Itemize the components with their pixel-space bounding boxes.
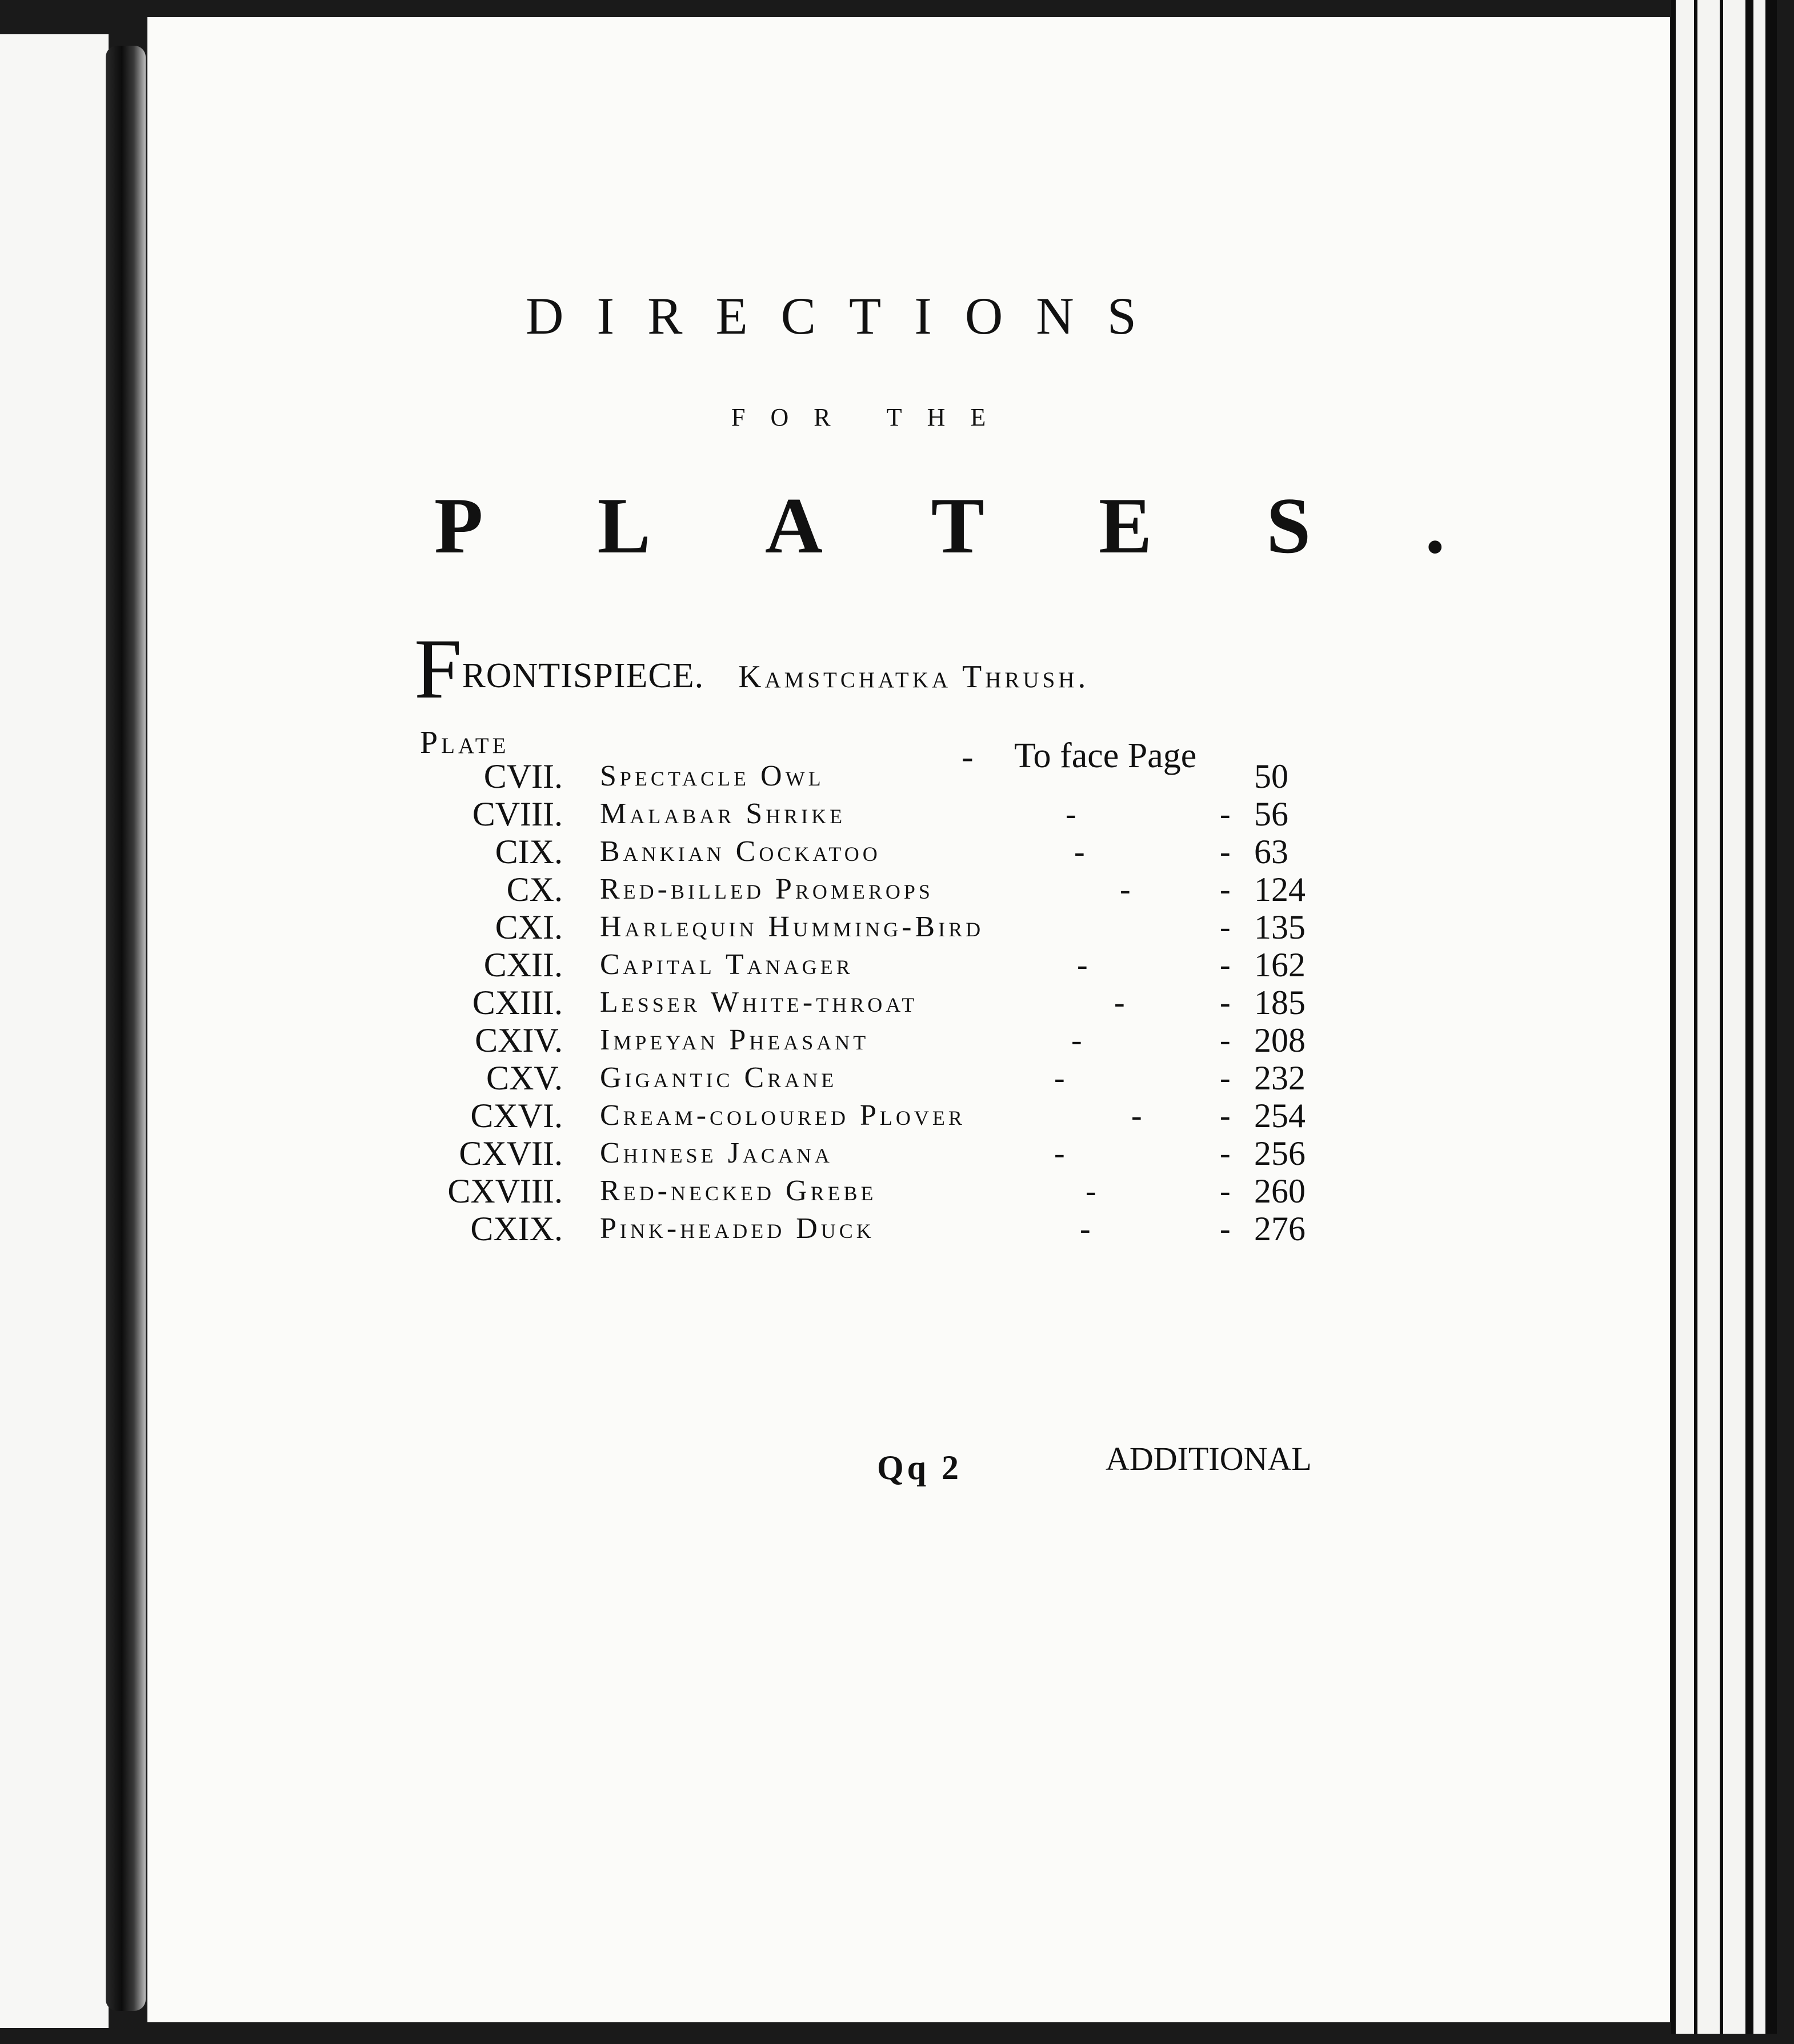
page-number: 256 <box>1254 1135 1306 1172</box>
page-number: 276 <box>1254 1210 1306 1248</box>
plate-subject: Bankian Cockatoo <box>600 835 881 868</box>
plate-numeral: CVII. <box>483 758 563 795</box>
plate-numeral: CVIII. <box>472 795 563 833</box>
plate-subject: Spectacle Owl <box>600 760 824 792</box>
leader-dash: - <box>1220 985 1231 1020</box>
page-number: 56 <box>1254 795 1288 833</box>
page-number: 208 <box>1254 1021 1306 1059</box>
table-row <box>0 1021 1794 1059</box>
leader-dash: - <box>1220 947 1231 983</box>
frontispiece-subject: Kamstchatka Thrush. <box>738 659 1090 695</box>
page-number: 185 <box>1254 984 1306 1021</box>
leader-dash: - <box>1220 1136 1231 1171</box>
leader-dash: - <box>1220 909 1231 945</box>
catchword: ADDITIONAL <box>1106 1440 1312 1477</box>
leader-dash: - <box>1220 1173 1231 1209</box>
plate-numeral: CX. <box>506 871 563 908</box>
table-row <box>0 757 1794 795</box>
frontispiece-initial: F <box>414 622 462 716</box>
plate-numeral: CXIX. <box>470 1210 563 1248</box>
leader-dash: - <box>1220 1211 1231 1247</box>
page-number: 254 <box>1254 1097 1306 1135</box>
leader-dash: - <box>1131 1098 1142 1133</box>
leader-dash: - <box>1086 1173 1096 1209</box>
leader-dash: - <box>1220 1023 1231 1058</box>
leader-dash: - <box>1054 1060 1065 1096</box>
leader-dash: - <box>1220 834 1231 869</box>
leader-dash: - <box>1220 1098 1231 1133</box>
table-row <box>0 795 1794 832</box>
plate-subject: Cream-coloured Plover <box>600 1099 966 1132</box>
title-directions: DIRECTIONS <box>526 287 1170 345</box>
page-number: 162 <box>1254 946 1306 984</box>
plate-subject: Capital Tanager <box>600 948 854 981</box>
plate-subject: Pink-headed Duck <box>600 1212 875 1245</box>
plate-subject: Red-billed Promerops <box>600 873 934 905</box>
leader-dash: - <box>1054 1136 1065 1171</box>
heading-dash: - <box>962 738 974 776</box>
table-row <box>0 1059 1794 1096</box>
plate-numeral: CXV. <box>486 1059 563 1097</box>
page-number: 260 <box>1254 1172 1306 1210</box>
leader-dash: - <box>1077 947 1088 983</box>
page-column-heading-text: To face Page <box>1014 736 1197 775</box>
plate-numeral: CXVIII. <box>447 1172 563 1210</box>
leader-dash: - <box>1120 872 1131 907</box>
table-row <box>0 1096 1794 1134</box>
page-number: 50 <box>1254 758 1288 795</box>
table-row <box>0 1134 1794 1172</box>
table-row <box>0 1172 1794 1209</box>
leader-dash: - <box>1066 796 1076 832</box>
frontispiece-line <box>414 620 1089 718</box>
plate-subject: Malabar Shrike <box>600 797 846 830</box>
plate-subject: Harlequin Humming-Bird <box>600 911 984 943</box>
plate-numeral: CXII. <box>483 946 563 984</box>
leader-dash: - <box>1114 985 1125 1020</box>
plate-numeral: CXI. <box>495 908 563 946</box>
plate-numeral: CXVII. <box>459 1135 563 1172</box>
leader-dash: - <box>1220 1060 1231 1096</box>
table-row <box>0 983 1794 1021</box>
page-number: 124 <box>1254 871 1306 908</box>
plate-subject: Gigantic Crane <box>600 1061 838 1094</box>
leader-dash: - <box>1071 1023 1082 1058</box>
plate-subject: Impeyan Pheasant <box>600 1024 870 1056</box>
plate-numeral: CXIV. <box>475 1021 563 1059</box>
table-row <box>0 908 1794 945</box>
page-number: 63 <box>1254 833 1288 871</box>
table-row <box>0 870 1794 908</box>
plate-subject: Lesser White-throat <box>600 986 918 1019</box>
plate-numeral: CIX. <box>495 833 563 871</box>
title-for-the: FOR THE <box>731 403 1011 431</box>
table-row <box>0 832 1794 870</box>
page-number: 135 <box>1254 908 1306 946</box>
plate-subject: Chinese Jacana <box>600 1137 833 1169</box>
plate-numeral: CXVI. <box>470 1097 563 1135</box>
leader-dash: - <box>1074 834 1085 869</box>
leader-dash: - <box>1220 872 1231 907</box>
table-row <box>0 945 1794 983</box>
plate-numeral: CXIII. <box>472 984 563 1021</box>
table-row <box>0 1209 1794 1247</box>
frontispiece-word: RONTISPIECE. <box>462 656 704 695</box>
plate-subject: Red-necked Grebe <box>600 1175 877 1207</box>
plate-column-label: Plate <box>420 725 510 760</box>
leader-dash: - <box>1080 1211 1091 1247</box>
signature-mark: Qq 2 <box>877 1449 963 1486</box>
title-plates: PLATES. <box>434 482 1560 570</box>
leader-dash: - <box>1220 796 1231 832</box>
page-number: 232 <box>1254 1059 1306 1097</box>
